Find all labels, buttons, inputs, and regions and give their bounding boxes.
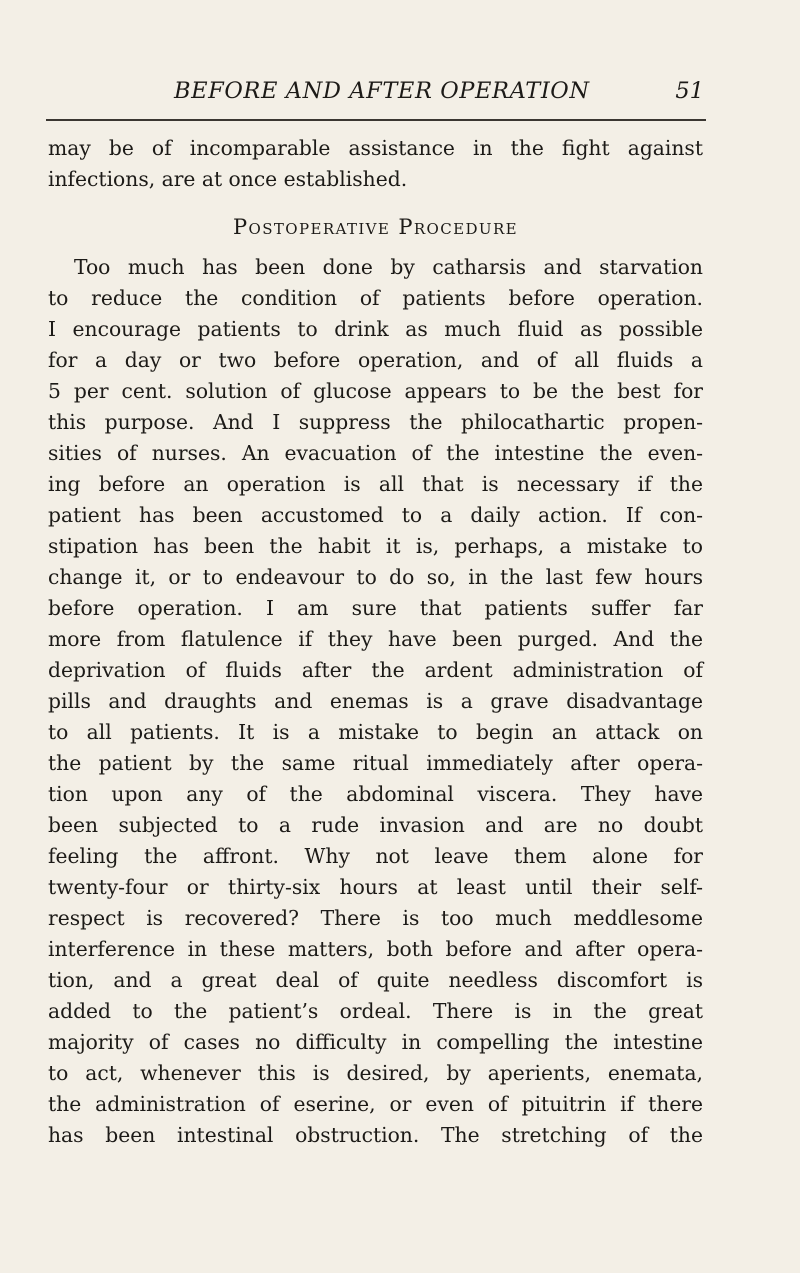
text-line: pills and draughts and enemas is a grave disadvantage [48, 689, 703, 713]
text-line: twenty-four or thirty-six hours at least until their self- [48, 875, 703, 899]
text-line: to reduce the condition of patients before operation. [48, 286, 703, 310]
text-line: patient has been accustomed to a daily action. If con- [48, 503, 703, 527]
text-line: tion, and a great deal of quite needless discomfort is [48, 968, 703, 992]
text-line: before operation. I am sure that patients suffer far [48, 596, 703, 620]
paragraph [48, 252, 703, 1151]
text-line: interference in these matters, both before and after opera- [48, 937, 703, 961]
page-number: 51 [675, 78, 704, 104]
text-line: Too much has been done by catharsis and starvation [74, 255, 703, 279]
text-line: respect is recovered? There is too much meddlesome [48, 906, 703, 930]
text-line: majority of cases no difficulty in compelling the intestine [48, 1030, 703, 1054]
running-head [48, 78, 704, 108]
text-line: for a day or two before operation, and of all fluids a [48, 348, 703, 372]
text-line: tion upon any of the abdominal viscera. They have [48, 782, 703, 806]
text-line: has been intestinal obstruction. The stretching of the [48, 1123, 703, 1147]
text-line: 5 per cent. solution of glucose appears to be the best for [48, 379, 703, 403]
text-line: stipation has been the habit it is, perhaps, a mistake to [48, 534, 703, 558]
text-line: to all patients. It is a mistake to begin an attack on [48, 720, 703, 744]
text-line: I encourage patients to drink as much fluid as possible [48, 317, 703, 341]
text-line: infections, are at once established. [48, 167, 408, 191]
text-line: the administration of eserine, or even of pituitrin if there [48, 1092, 703, 1116]
text-line: ing before an operation is all that is necessary if the [48, 472, 703, 496]
text-line: been subjected to a rude invasion and are no doubt [48, 813, 703, 837]
text-line: sities of nurses. An evacuation of the intestine the even- [48, 441, 703, 465]
text-line: more from flatulence if they have been purged. And the [48, 627, 703, 651]
text-line: the patient by the same ritual immediately after opera- [48, 751, 703, 775]
text-line: change it, or to endeavour to do so, in the last few hours [48, 565, 703, 589]
section-heading: Postoperative Procedure [232, 215, 518, 239]
text-line: added to the patient’s ordeal. There is in the great [48, 999, 703, 1023]
text-line: to act, whenever this is desired, by aperients, enemata, [48, 1061, 703, 1085]
text-line: may be of incomparable assistance in the fight against [48, 136, 703, 160]
text-line: feeling the affront. Why not leave them alone for [48, 844, 703, 868]
text-line: deprivation of fluids after the ardent administration of [48, 658, 703, 682]
text-line: this purpose. And I suppress the philocathartic propen- [48, 410, 703, 434]
body-text [48, 133, 703, 1151]
running-head-title: BEFORE AND AFTER OPERATION [174, 78, 590, 104]
header-rule [46, 119, 706, 121]
